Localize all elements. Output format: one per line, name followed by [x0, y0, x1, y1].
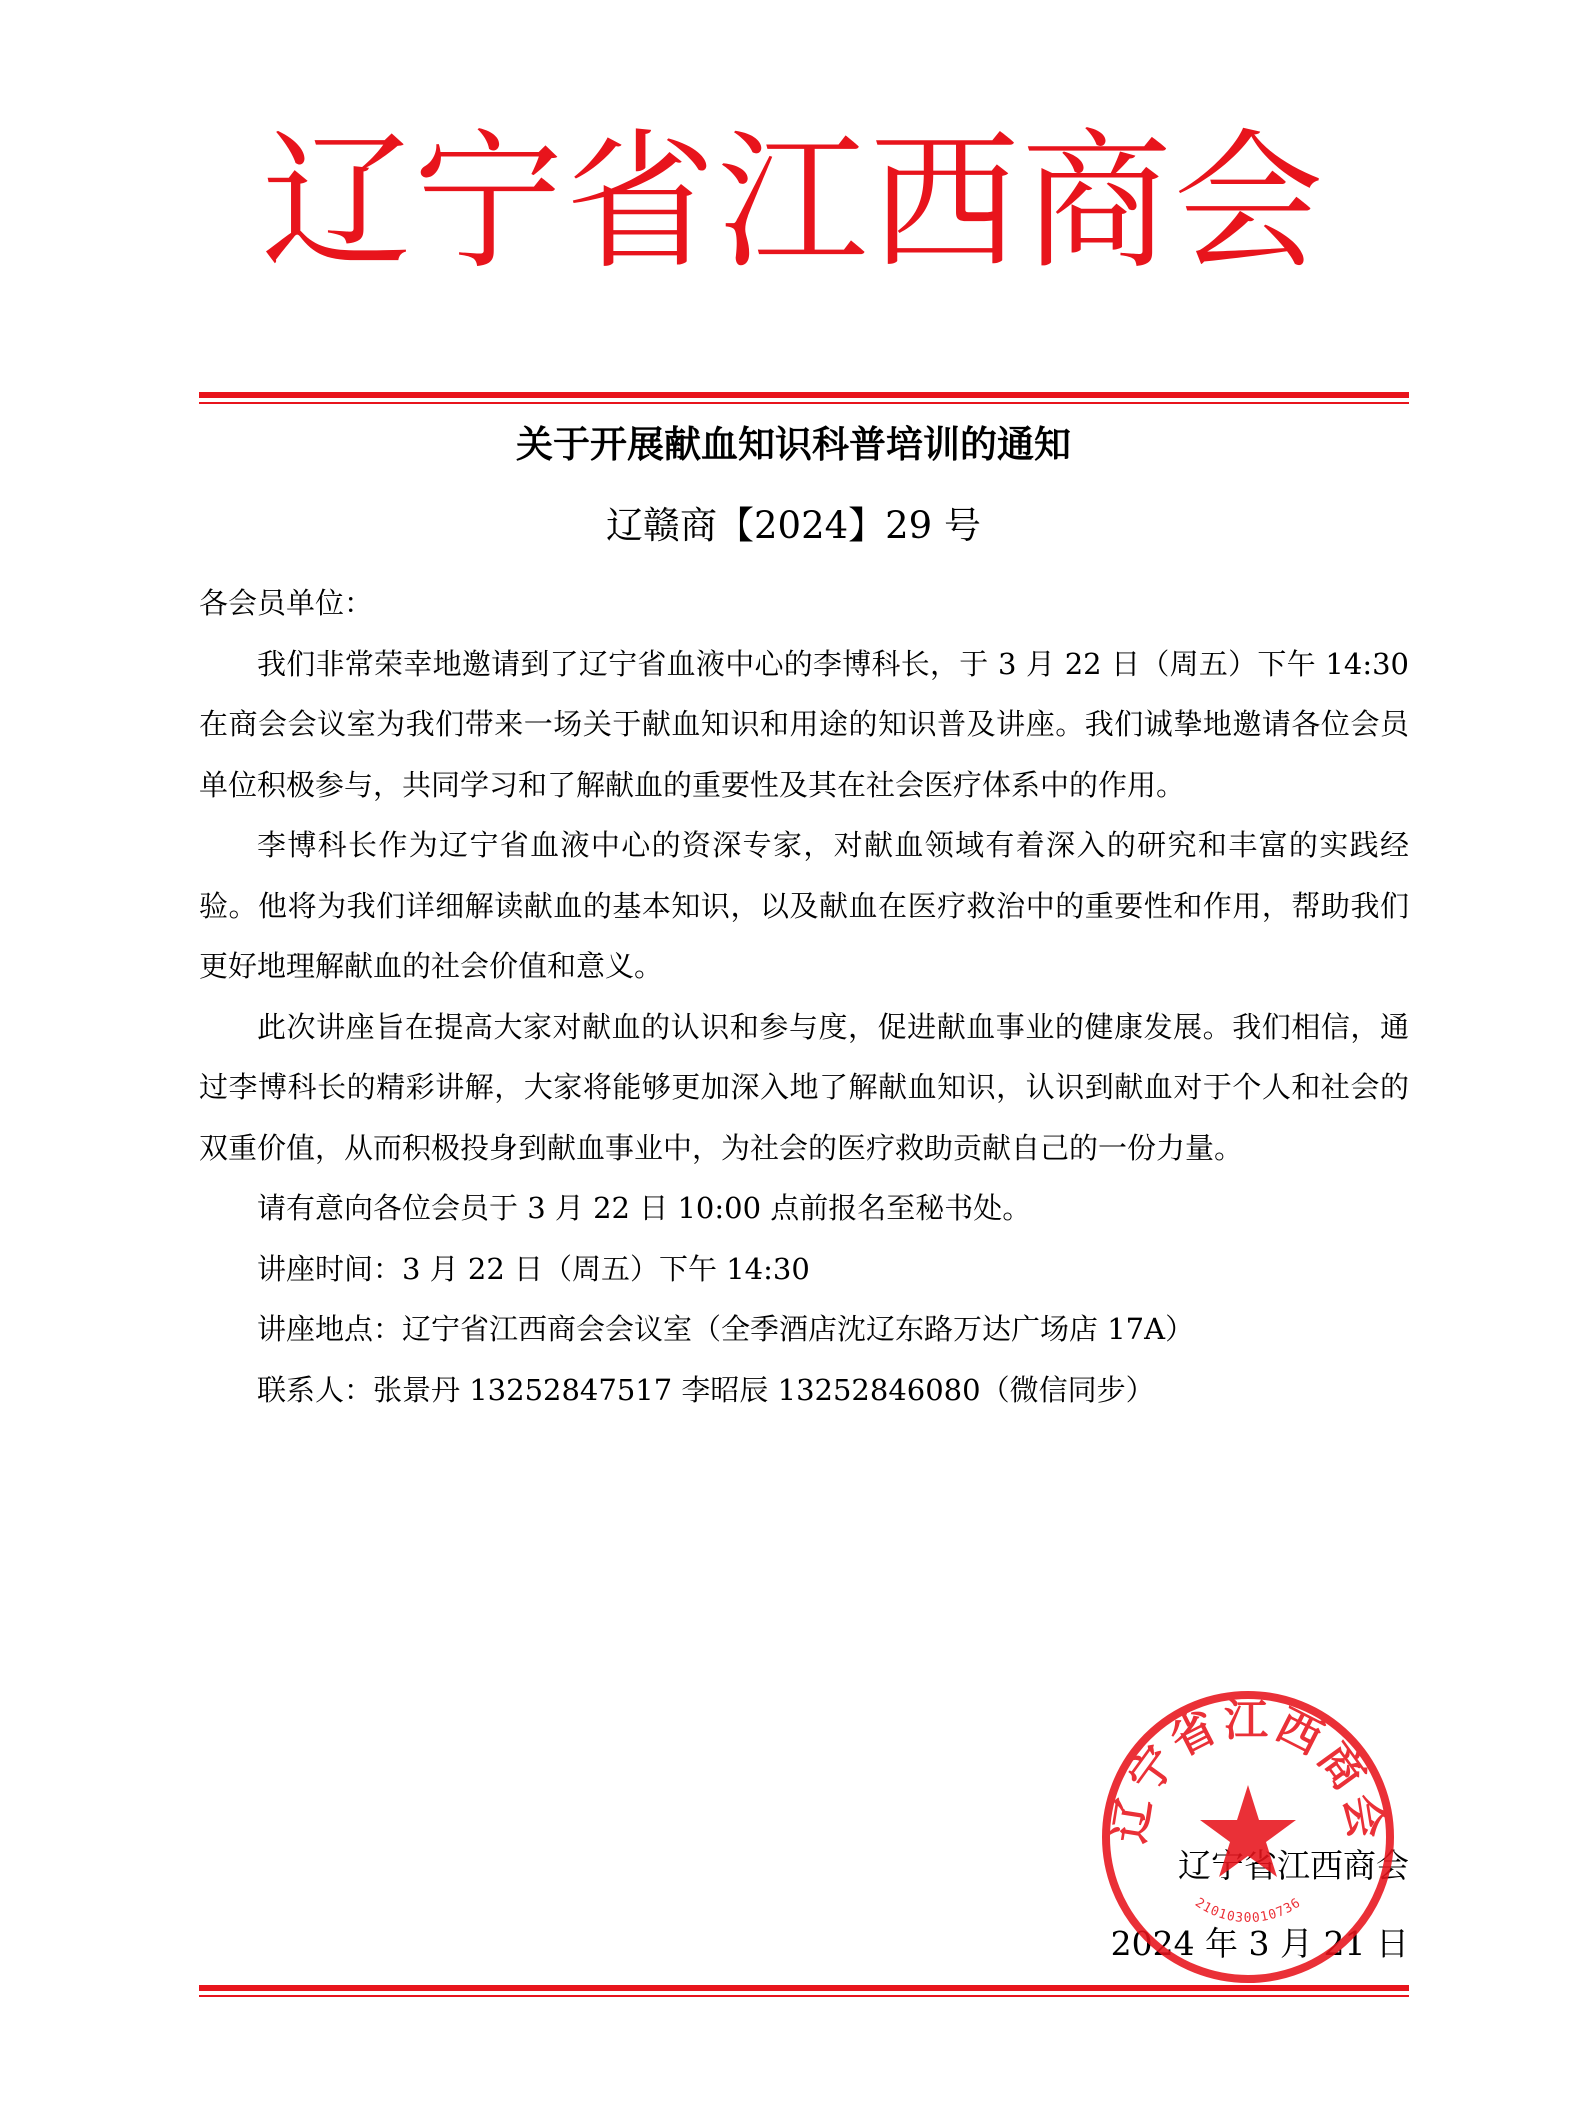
seal-arc-text: 辽宁省江西商会: [1103, 1694, 1393, 1847]
signature-date: 2024 年 3 月 21 日: [1110, 1924, 1409, 1963]
document-body: [199, 573, 1409, 1420]
contact-persons: 联系人：张景丹 13252847517 李昭辰 13252846080（微信同步）: [257, 1372, 1155, 1407]
document-number: 辽赣商【2024】29 号: [605, 504, 981, 547]
bottom-red-rule: [199, 1985, 1409, 1997]
lecture-time: 讲座时间：3 月 22 日（周五）下午 14:30: [257, 1251, 810, 1286]
paragraph-speaker: 李博科长作为辽宁省血液中心的资深专家，对献血领域有着深入的研究和丰富的实践经验。他将为我们详细解读献血的基本知识，以及献血在医疗救治中的重要性和作用，帮助我们更好地理解献血的社会价值和意义。: [199, 828, 1409, 983]
top-red-rule: [199, 392, 1409, 404]
paragraph-registration: 请有意向各位会员于 3 月 22 日 10:00 点前报名至秘书处。: [257, 1191, 1032, 1225]
seal-code-text: 2101030010736: [1192, 1895, 1304, 1927]
salutation: 各会员单位：: [199, 586, 374, 620]
official-seal: [1098, 1687, 1398, 1987]
star-icon: [1200, 1785, 1296, 1877]
signature-org: 辽宁省江西商会: [1178, 1846, 1409, 1885]
paragraph-purpose: 此次讲座旨在提高大家对献血的认识和参与度，促进献血事业的健康发展。我们相信，通过李博科长的精彩讲解，大家将能够更加深入地了解献血知识，认识到献血对于个人和社会的双重价值，从而积极投身到献血事业中，为社会的医疗救助贡献自己的一份力量。: [199, 1009, 1409, 1165]
lecture-location: 讲座地点：辽宁省江西商会会议室（全季酒店沈辽东路万达广场店 17A）: [257, 1312, 1195, 1346]
paragraph-invitation: 我们非常荣幸地邀请到了辽宁省血液中心的李博科长，于 3 月 22 日（周五）下午 14:30 在商会会议室为我们带来一场关于献血知识和用途的知识普及讲座。我们诚挚地邀请各位会员单位积极参与，共同学习和了解献血的重要性及其在社会医疗体系中的作用。: [199, 646, 1409, 802]
document-title: 关于开展献血知识科普培训的通知: [516, 422, 1071, 466]
masthead-org-name: 辽宁省江西商会: [261, 116, 1326, 290]
